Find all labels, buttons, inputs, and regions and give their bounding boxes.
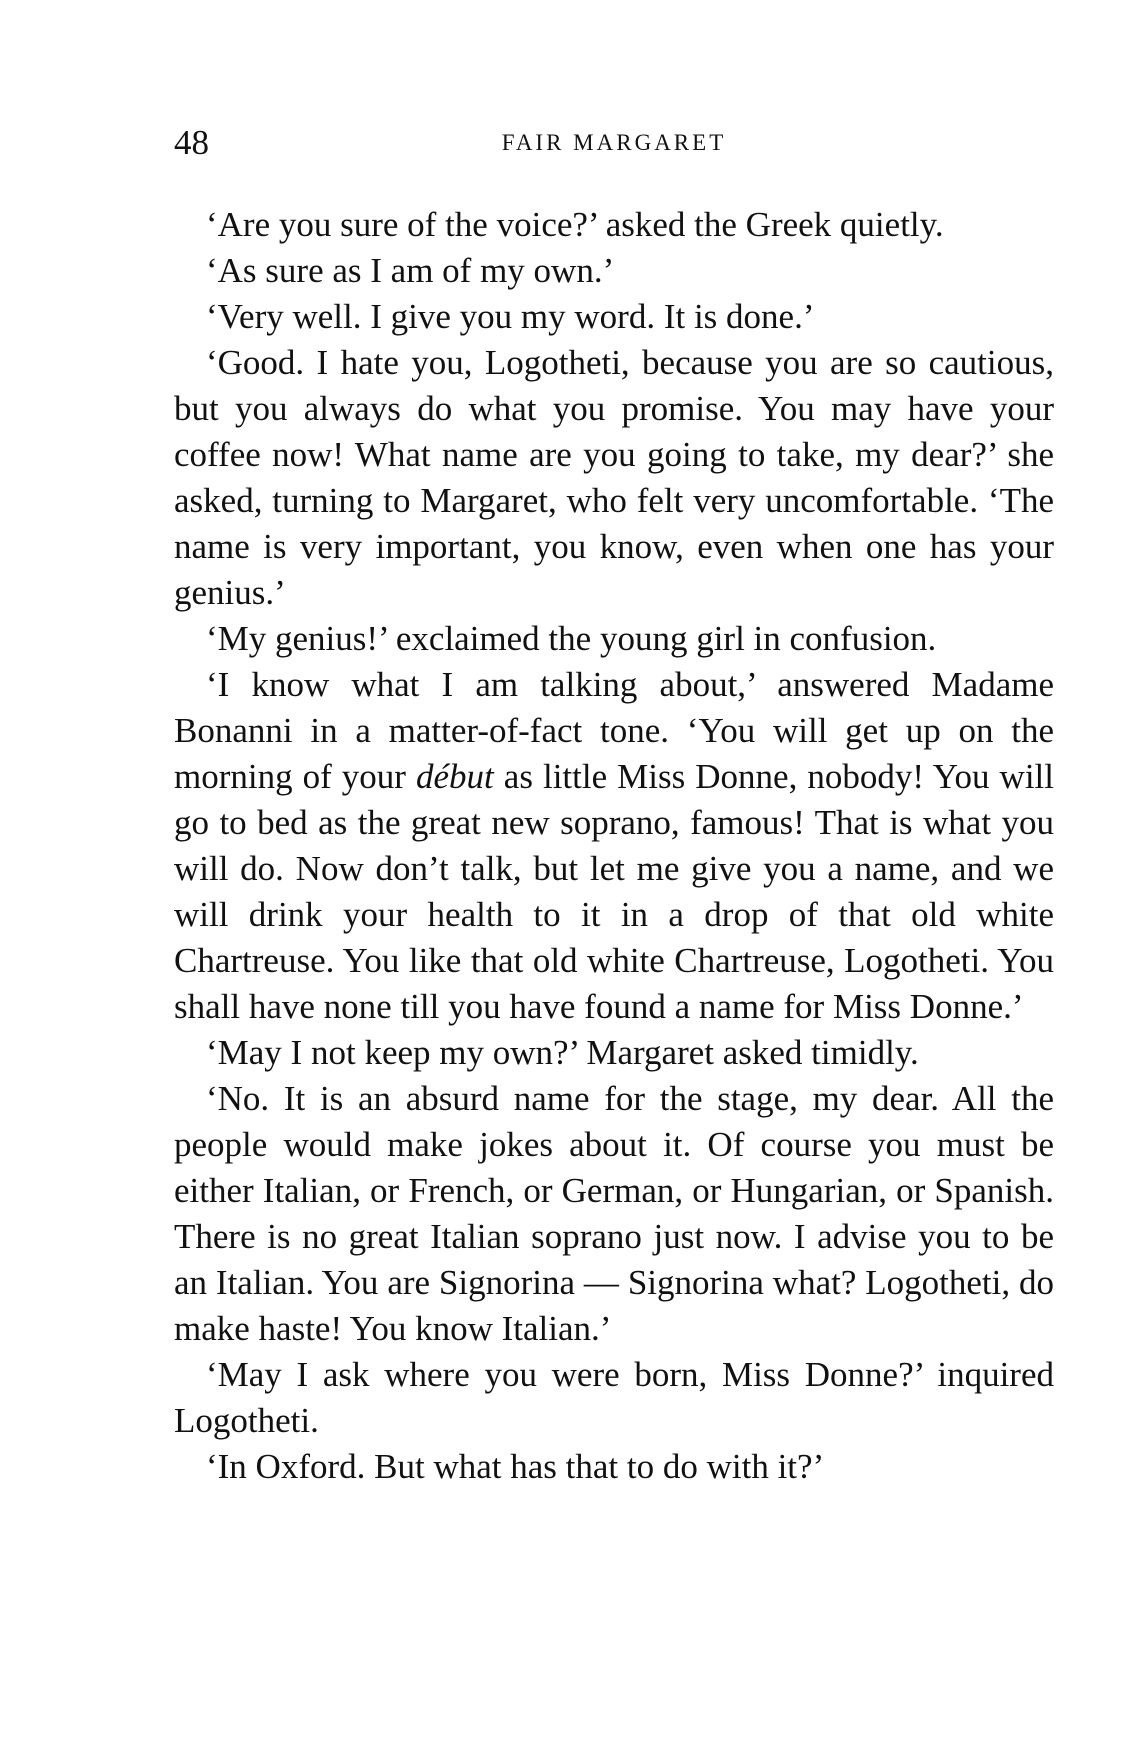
paragraph-7: ‘May I not keep my own?’ Margaret asked timidly.	[206, 1033, 919, 1072]
page-body	[174, 202, 1054, 1490]
paragraph-6-text-after: as little Miss Donne, nobody! You will go to bed as the great new soprano, famous! That is what you will do. Now don’t talk, but let me give you a name, and we will drink your health to it in a drop of that old white Chartreuse. You like that old white Chartreuse, Logotheti. You shall have none till you have found a name for Miss Donne.’	[174, 757, 1054, 1026]
paragraph-5: ‘My genius!’ exclaimed the young girl in confusion.	[206, 619, 937, 658]
paragraph-9: ‘May I ask where you were born, Miss Donne?’ inquired Logotheti.	[174, 1355, 1054, 1440]
page-number: 48	[174, 123, 209, 162]
paragraph-6	[174, 662, 1054, 1030]
paragraph-4: ‘Good. I hate you, Logotheti, because you are so cautious, but you always do what you promise. You may have your coffee now! What name are you going to take, my dear?’ she asked, turning to Margaret, who felt very uncomfortable. ‘The name is very important, you know, even when one has your genius.’	[174, 343, 1054, 612]
paragraph-8: ‘No. It is an absurd name for the stage, my dear. All the people would make jokes about it. Of course you must be either Italian, or French, or German, or Hungarian, or Spanish. There is no great Italian soprano just now. I advise you to be an Italian. You are Signorina — Signorina what? Logotheti, do make haste! You know Italian.’	[174, 1079, 1054, 1348]
paragraph-10: ‘In Oxford. But what has that to do with it?’	[206, 1447, 825, 1486]
running-title: FAIR MARGARET	[501, 130, 727, 155]
paragraph-1: ‘Are you sure of the voice?’ asked the Greek quietly.	[206, 205, 944, 244]
paragraph-3: ‘Very well. I give you my word. It is done.’	[206, 297, 815, 336]
italic-word-debut: début	[416, 757, 494, 796]
paragraph-2: ‘As sure as I am of my own.’	[206, 251, 615, 290]
paragraph-6-text-before: ‘I know what I am talking about,’ answered Madame Bonanni in a matter-of-fact tone. ‘You will get up on the morning of your	[174, 665, 1054, 796]
page-header	[174, 118, 1054, 168]
